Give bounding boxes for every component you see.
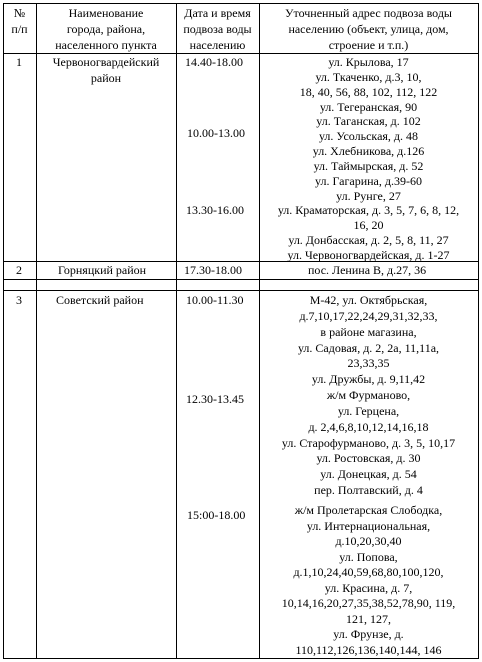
header-col-district: Наименование города, района, населенного пункта bbox=[55, 6, 157, 52]
header-col-time: Дата и время подвоза воды населению bbox=[183, 6, 252, 52]
address-line: ул. Ростовская, д. 30 bbox=[316, 451, 421, 466]
row3-time-3: 15:00-18.00 bbox=[187, 508, 246, 522]
address-line: ул. Червоногвардейская, д. 1-27 bbox=[287, 247, 450, 262]
table-border-right bbox=[478, 3, 479, 659]
row3-district: Советский район bbox=[56, 293, 144, 307]
address-line: 10,14,16,20,27,35,38,52,78,90, 119, bbox=[281, 596, 456, 610]
row3-number: 3 bbox=[16, 293, 22, 307]
row3-time-2: 12.30-13.45 bbox=[186, 392, 244, 406]
col-divider-2 bbox=[176, 3, 177, 659]
address-line: ж/м Пролетарская Слободка, bbox=[294, 503, 443, 517]
row2-number: 2 bbox=[16, 263, 22, 277]
address-line: ул. Герцена, bbox=[337, 403, 400, 418]
address-line: ж/м Фурманово, bbox=[326, 388, 411, 403]
address-line: 121, 127, bbox=[346, 611, 391, 626]
address-line: М-42, ул. Октябрьская, bbox=[309, 293, 428, 307]
address-line: ул. Фрунзе, д. bbox=[333, 627, 404, 641]
table-border-top bbox=[3, 3, 479, 4]
row2-address: пос. Ленина В, д.27, 36 bbox=[308, 263, 427, 277]
row2-time: 17.30-18.00 bbox=[184, 263, 242, 277]
row2-district: Горняцкий район bbox=[58, 263, 147, 277]
row3-addresses-a bbox=[259, 293, 478, 499]
row3-top-line bbox=[3, 290, 479, 291]
address-line: ул. Старофурманово, д. 3, 5, 10,17 bbox=[281, 435, 456, 450]
row1-addresses bbox=[259, 55, 478, 263]
table-border-left bbox=[3, 3, 4, 659]
address-line: ул. Краматорская, д. 3, 5, 7, 6, 8, 12, bbox=[277, 203, 460, 218]
address-line: ул. Гагарина, д.39-60 bbox=[315, 173, 422, 188]
address-line: ул. Таганская, д. 102 bbox=[316, 114, 421, 129]
address-line: ул. Таймырская, д. 52 bbox=[313, 158, 424, 173]
row1-district: Червоногвардейский район bbox=[52, 55, 160, 85]
address-line: д.10,20,30,40 bbox=[335, 534, 402, 548]
address-line: ул. Интернациональная, bbox=[306, 518, 431, 533]
row2-bottom-line bbox=[3, 279, 479, 280]
row1-time-3: 13.30-16.00 bbox=[186, 203, 244, 217]
row1-time-2: 10.00-13.00 bbox=[187, 126, 245, 140]
row3-addresses-b bbox=[259, 503, 478, 658]
address-line: 110,112,126,136,140,144, 146 bbox=[295, 642, 442, 657]
address-line: ул. Садовая, д. 2, 2а, 11,11а, bbox=[297, 340, 440, 355]
table-border-bottom bbox=[3, 658, 479, 659]
header-col-number: № п/п bbox=[11, 6, 28, 36]
address-line: ул. Крылова, 17 bbox=[328, 55, 409, 69]
address-line: ул. Тегеранская, 90 bbox=[319, 99, 418, 114]
row1-number: 1 bbox=[16, 55, 22, 69]
address-line: пер. Полтавский, д. 4 bbox=[314, 483, 423, 498]
address-line: ул. Ткаченко, д.3, 10, bbox=[315, 69, 422, 84]
row1-time-1: 14.40-18.00 bbox=[185, 55, 243, 69]
address-line: ул. Усольская, д. 48 bbox=[318, 129, 419, 144]
address-line: д.7,10,17,22,24,29,31,32,33, bbox=[299, 308, 438, 323]
address-line: 18, 40, 56, 88, 102, 112, 122 bbox=[299, 84, 438, 99]
header-col-address: Уточненный адрес подвоза воды населению (объект, улица, дом, строение и т.п.) bbox=[284, 6, 452, 52]
address-line: ул. Донецкая, д. 54 bbox=[320, 467, 417, 482]
address-line: ул. Дружбы, д. 9,11,42 bbox=[311, 372, 426, 387]
address-line: ул. Рунге, 27 bbox=[336, 188, 401, 203]
address-line: ул. Красина, д. 7, bbox=[324, 580, 413, 595]
address-line: д. 2,4,6,8,10,12,14,16,18 bbox=[308, 419, 429, 434]
address-line: д.1,10,24,40,59,68,80,100,120, bbox=[293, 565, 444, 579]
address-line: 16, 20 bbox=[353, 218, 384, 233]
row3-time-1: 10.00-11.30 bbox=[186, 293, 244, 307]
address-line: ул. Попова, bbox=[339, 549, 398, 564]
col-divider-1 bbox=[36, 3, 37, 659]
address-line: ул. Хлебникова, д.126 bbox=[312, 144, 425, 159]
address-line: ул. Донбасская, д. 2, 5, 8, 11, 27 bbox=[288, 233, 449, 248]
address-line: в районе магазина, bbox=[320, 324, 417, 339]
address-line: 23,33,35 bbox=[347, 356, 390, 371]
